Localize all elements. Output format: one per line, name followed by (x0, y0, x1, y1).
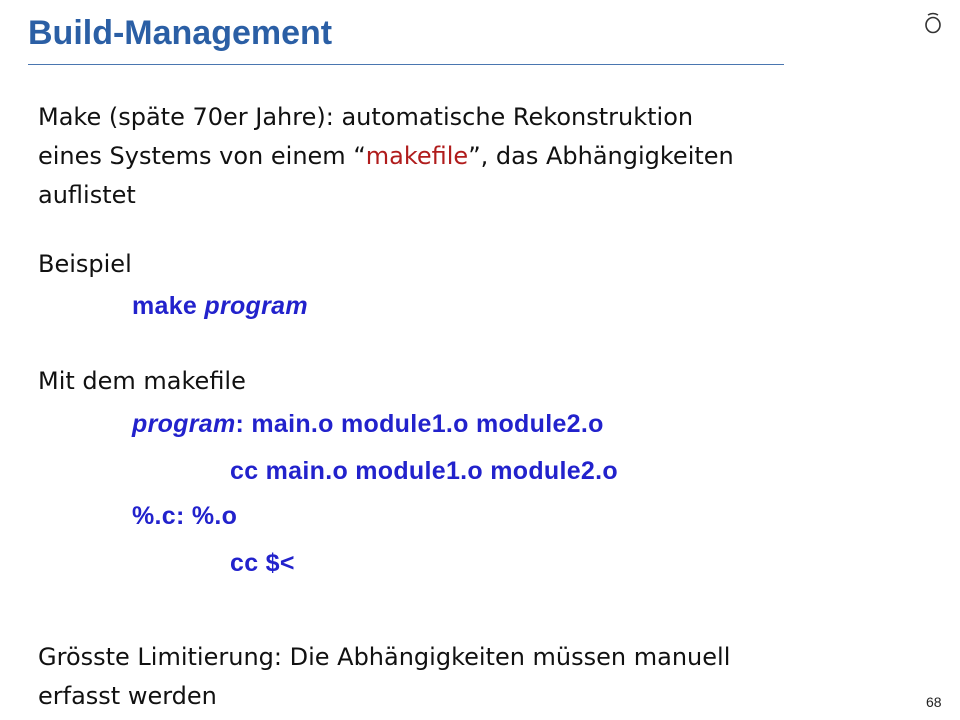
page-number: 68 (926, 694, 942, 710)
makefile-command-1: cc main.o module1.o module2.o (230, 457, 618, 485)
title-divider (28, 64, 784, 65)
makefile-rule-1: program: main.o module1.o module2.o (132, 410, 604, 438)
makefile-label: Mit dem makefile (38, 367, 246, 395)
logo-icon (922, 12, 944, 36)
conclusion-line-2: erfasst werden (38, 682, 217, 710)
slide-title: Build-Management (28, 14, 333, 52)
intro-line-1: Make (späte 70er Jahre): automatische Rekonstruktion (38, 103, 694, 131)
make-command: make program (132, 292, 308, 320)
makefile-command-2: cc $< (230, 549, 295, 577)
intro-line-2: eines Systems von einem “makefile”, das Abhängigkeiten (38, 142, 734, 170)
example-label: Beispiel (38, 250, 132, 278)
conclusion-paragraph (38, 638, 898, 716)
makefile-keyword: makefile (365, 142, 469, 170)
intro-line-3: auflistet (38, 181, 136, 209)
conclusion-line-1: Grösste Limitierung: Die Abhängigkeiten müssen manuell (38, 643, 731, 671)
rule-target: program (132, 410, 236, 438)
make-target: program (204, 292, 308, 320)
intro-paragraph (38, 98, 898, 215)
makefile-rule-2: %.c: %.o (132, 502, 238, 530)
